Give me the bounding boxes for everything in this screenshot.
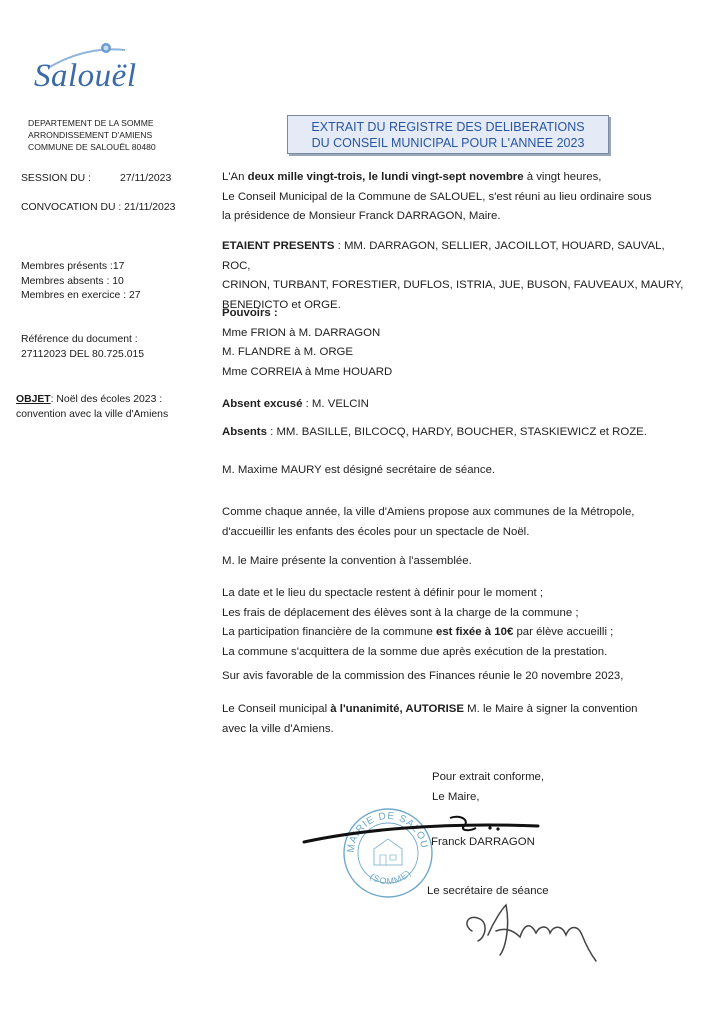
paragraph-metropole (222, 503, 684, 542)
intro-time: à vingt heures, (523, 171, 602, 183)
department-line: DEPARTEMENT DE LA SOMME (28, 118, 154, 128)
intro-text: L'An (222, 171, 248, 183)
para3-line1: La date et le lieu du spectacle restent à définir pour le moment ; (222, 587, 544, 599)
paragraph-avis (222, 667, 684, 687)
secretaire-text: M. Maxime MAURY est désigné secrétaire de séance. (222, 464, 496, 476)
absent-excuse-value: : M. VELCIN (302, 398, 369, 410)
objet-value: : Noël des écoles 2023 : (50, 394, 163, 405)
pouvoir-item: M. FLANDRE à M. ORGE (222, 346, 354, 358)
presents-label: ETAIENT PRESENTS (222, 240, 335, 252)
secretaire-line (222, 461, 684, 481)
mayor-name-text: Franck DARRAGON (431, 836, 535, 848)
pouvoir-item: Mme CORREIA à Mme HOUARD (222, 365, 393, 378)
title-line1: EXTRAIT DU REGISTRE DES DELIBERATIONS (311, 120, 585, 134)
para3-line4: La commune s'acquittera de la somme due après exécution de la prestation. (222, 645, 608, 658)
absent-excuse-line (222, 395, 684, 415)
paragraph-decision (222, 700, 684, 739)
para3-amount: est fixée à 10€ (436, 626, 514, 638)
reference-label: Référence du document : (21, 334, 138, 345)
session-label: SESSION DU : (21, 173, 91, 184)
para1-line2: d'accueillir les enfants des écoles pour un spectacle de Noël. (222, 525, 530, 538)
arrondissement-line: ARRONDISSEMENT D'AMIENS (28, 130, 153, 140)
presents-line2: CRINON, TURBANT, FORESTIER, DUFLOS, ISTRIA, JUE, BUSON, FAUVEAUX, MAURY, (222, 279, 684, 291)
absents-line (222, 423, 684, 443)
para5-decision: à l'unanimité, AUTORISE (330, 703, 465, 715)
paragraph-details (222, 584, 684, 662)
title-line2: DU CONSEIL MUNICIPAL POUR L'ANNEE 2023 (311, 136, 585, 150)
mayor-name (431, 833, 631, 853)
presents-line1: : MM. DARRAGON, SELLIER, JACOILLOT, HOUARD, SAUVAL, ROC, (222, 240, 665, 272)
secretary-caption-text: Le secrétaire de séance (427, 885, 549, 897)
intro-line2: Le Conseil Municipal de la Commune de SALOUEL, s'est réuni au lieu ordinaire sous (222, 190, 652, 203)
convocation-value: 21/11/2023 (124, 202, 176, 213)
logo-text: Salouël (34, 58, 137, 94)
absents-value: : MM. BASILLE, BILCOCQ, HARDY, BOUCHER, STASKIEWICZ et ROZE. (266, 426, 647, 438)
para3-line3c: par élève accueilli ; (513, 626, 614, 638)
closing-block (432, 768, 632, 807)
objet-block (16, 393, 168, 422)
para5-c: M. le Maire à signer la convention (464, 703, 638, 715)
secretary-signature (458, 895, 618, 975)
department-header (28, 117, 156, 153)
convocation-row (21, 201, 175, 216)
intro-date: deux mille vingt-trois, le lundi vingt-sept novembre (247, 171, 524, 183)
membres-exercice: Membres en exercice : 27 (21, 290, 141, 301)
pouvoirs-block (222, 304, 684, 382)
para5-line2: avec la ville d'Amiens. (222, 722, 334, 735)
presents-line3: BENEDICTO et ORGE. (222, 298, 341, 311)
secretary-signature-icon (458, 895, 618, 970)
para1-line1: Comme chaque année, la ville d'Amiens propose aux communes de la Métropole, (222, 506, 635, 518)
intro-line3: la présidence de Monsieur Franck DARRAGON, Maire. (222, 210, 501, 222)
membres-block (21, 260, 141, 304)
para5-a: Le Conseil municipal (222, 703, 331, 715)
absents-label: Absents (222, 426, 267, 438)
convocation-label: CONVOCATION DU : (21, 202, 122, 213)
stamp-top-text: MAIRIE DE SALOU (345, 810, 430, 854)
closing-line1: Pour extrait conforme, (432, 771, 545, 783)
closing-line2: Le Maire, (432, 790, 480, 803)
absent-excuse-label: Absent excusé (222, 398, 303, 410)
objet-label: OBJET (16, 394, 51, 405)
register-title-box (287, 115, 609, 154)
para3-line3a: La participation financière de la commune (222, 626, 437, 638)
intro-paragraph (222, 168, 684, 227)
session-row (21, 172, 172, 187)
reference-value: 27112023 DEL 80.725.015 (21, 348, 145, 360)
svg-text:(SOMME) (368, 868, 413, 887)
paragraph-convention (222, 552, 684, 572)
membres-presents: Membres présents :17 (21, 261, 125, 272)
membres-absents: Membres absents : 10 (21, 275, 124, 287)
pouvoirs-label: Pouvoirs : (222, 307, 278, 319)
para2-text: M. le Maire présente la convention à l'assemblée. (222, 555, 472, 567)
objet-line2: convention avec la ville d'Amiens (16, 408, 169, 420)
stamp-bottom-text: (SOMME) (368, 867, 414, 887)
commune-line: COMMUNE DE SALOUËL 80480 (28, 142, 156, 152)
para4-text: Sur avis favorable de la commission des Finances réunie le 20 novembre 2023, (222, 670, 624, 682)
para3-line2: Les frais de déplacement des élèves sont à la charge de la commune ; (222, 606, 579, 619)
session-value: 27/11/2023 (120, 173, 172, 184)
reference-block (21, 333, 144, 362)
pouvoir-item: Mme FRION à M. DARRAGON (222, 326, 381, 339)
